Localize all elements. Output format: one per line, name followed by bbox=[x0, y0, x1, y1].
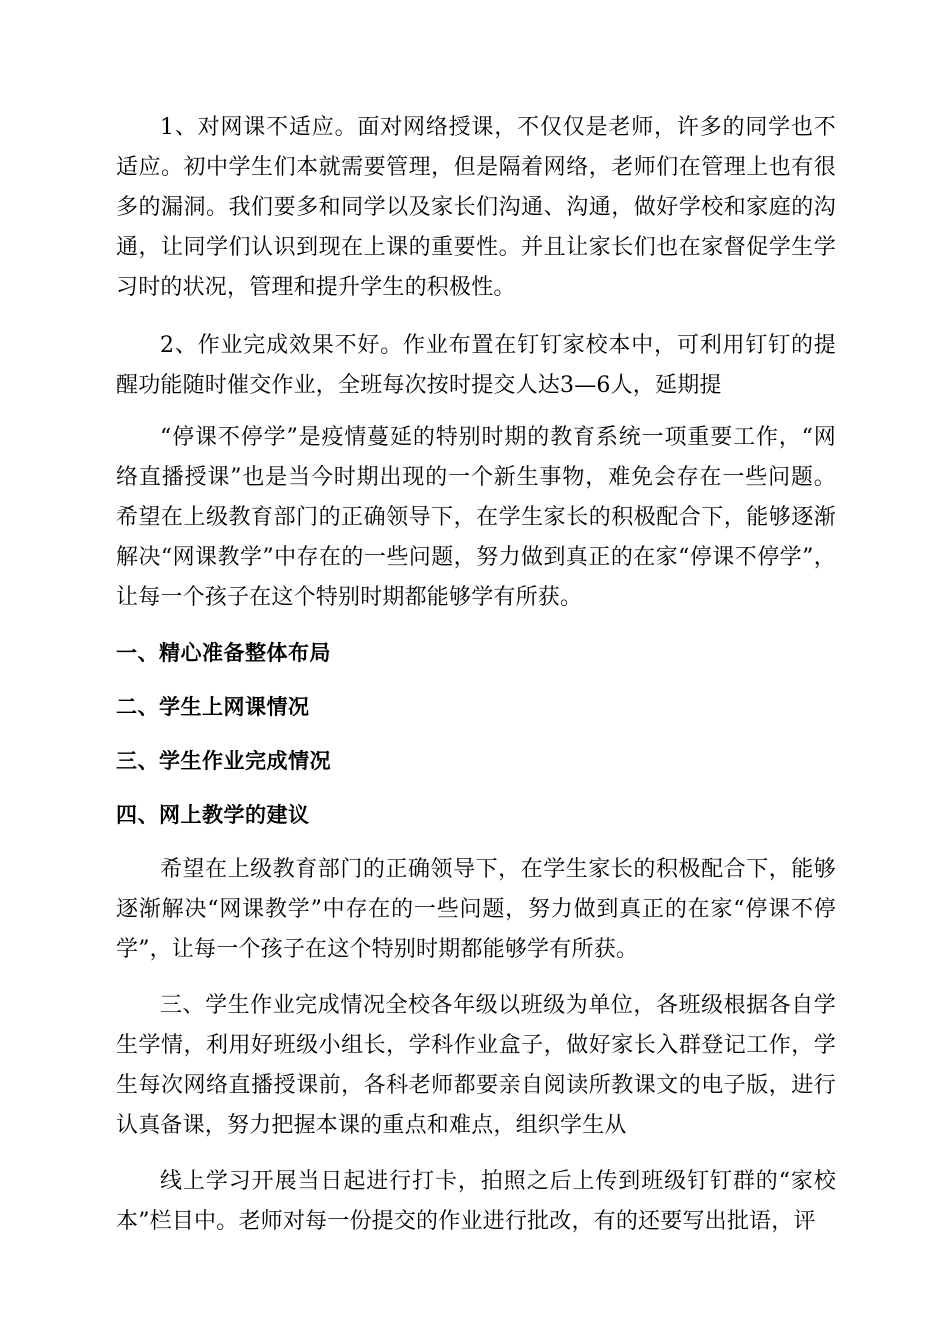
section-headings bbox=[116, 634, 836, 834]
paragraph-stop-class-not-stop-learning: “停课不停学”是疫情蔓延的特别时期的教育系统一项重要工作，“网络直播授课”也是当今时期出现的一个新生事物，难免会存在一些问题。希望在上级教育部门的正确领导下，在学生家长的积极配合下，能够逐渐解决“网课教学”中存在的一些问题，努力做到真正的在家“停课不停学”，让每一个孩子在这个特别时期都能够学有所获。 bbox=[116, 425, 836, 610]
document-page bbox=[116, 108, 836, 1242]
heading-3: 三、学生作业完成情况 bbox=[116, 749, 331, 773]
paragraph-homework-effect: 2、作业完成效果不好。作业布置在钉钉家校本中，可利用钉钉的提醒功能随时催交作业，全班每次按时提交人达3—6人，延期提 bbox=[116, 333, 836, 398]
paragraph-online-checkin: 线上学习开展当日起进行打卡，拍照之后上传到班级钉钉群的“家校本”栏目中。老师对每一份提交的作业进行批改，有的还要写出批语，评 bbox=[116, 1169, 836, 1234]
paragraph-hope: 希望在上级教育部门的正确领导下，在学生家长的积极配合下，能够逐渐解决“网课教学”中存在的一些问题，努力做到真正的在家“停课不停学”，让每一个孩子在这个特别时期都能够学有所获。 bbox=[116, 857, 836, 962]
heading-4: 四、网上教学的建议 bbox=[116, 803, 310, 827]
paragraph-homework-status: 三、学生作业完成情况全校各年级以班级为单位，各班级根据各自学生学情，利用好班级小组长，学科作业盒子，做好家长入群登记工作，学生每次网络直播授课前，各科老师都要亲自阅读所教课文的电子版，进行认真备课，努力把握本课的重点和难点，组织学生从 bbox=[116, 993, 836, 1138]
heading-2: 二、学生上网课情况 bbox=[116, 695, 310, 719]
paragraph-online-class-adaptation: 1、对网课不适应。面对网络授课，不仅仅是老师，许多的同学也不适应。初中学生们本就需要管理，但是隔着网络，老师们在管理上也有很多的漏洞。我们要多和同学以及家长们沟通、沟通，做好学校和家庭的沟通，让同学们认识到现在上课的重要性。并且让家长们也在家督促学生学习时的状况，管理和提升学生的积极性。 bbox=[116, 115, 836, 300]
heading-1: 一、精心准备整体布局 bbox=[116, 641, 331, 665]
